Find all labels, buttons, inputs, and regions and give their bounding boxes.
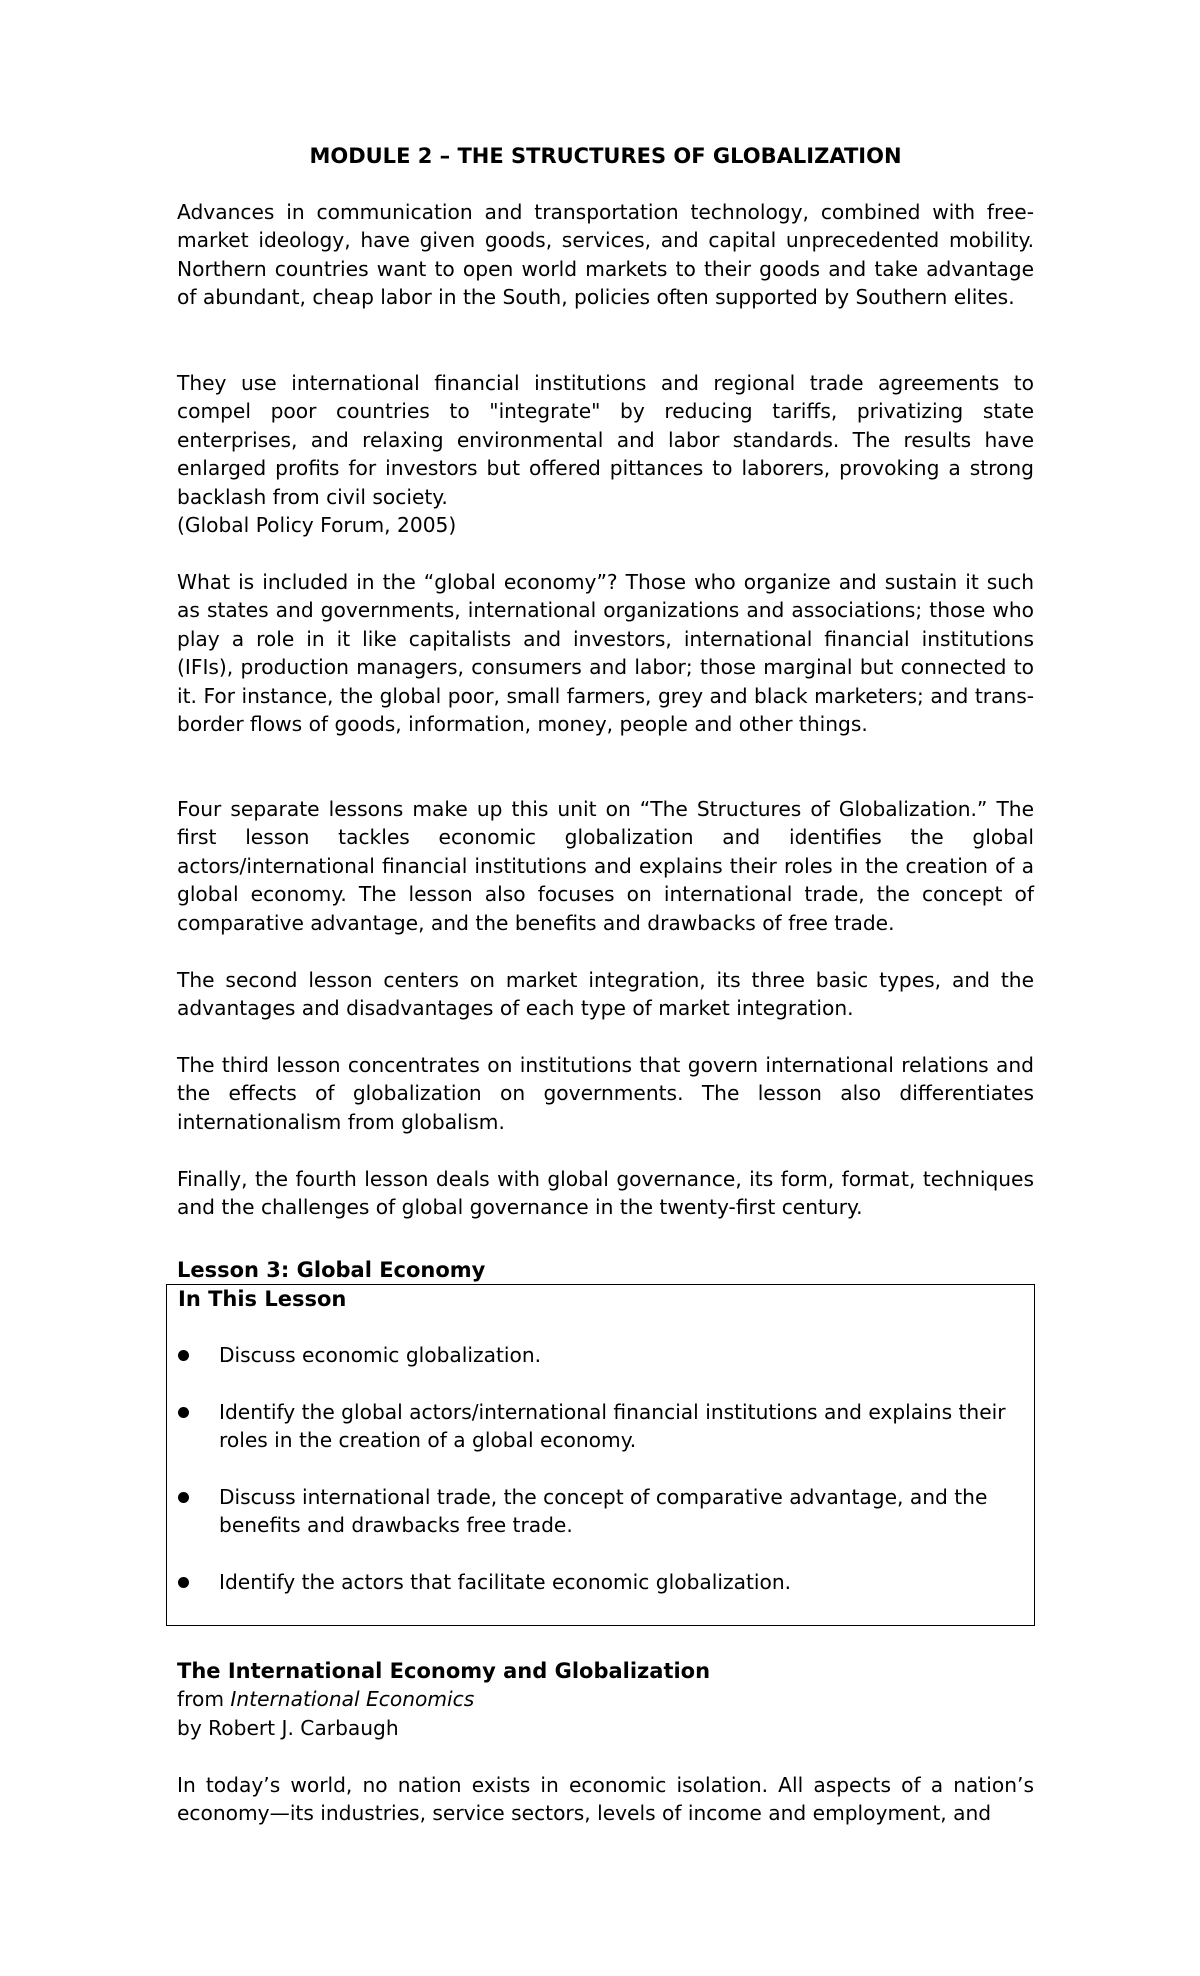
objectives-box-title: In This Lesson [178,1287,347,1311]
fourth-lesson-paragraph: Finally, the fourth lesson deals with global governance, its form, format, techniques and the challenges of global governance in the twenty-first century. [177,1167,1034,1220]
objective-item [178,1483,1023,1540]
reading-title: The International Economy and Globalization [177,1659,711,1683]
lessons-overview-paragraph: Four separate lessons make up this unit on “The Structures of Globalization.” The first lesson tackles economic globalization and identifies the global actors/international financial institutions and explains their roles in the creation of a global economy. The lesson also focuses on international trade, the concept of comparative advantage, and the benefits and drawbacks of free trade. [177,797,1034,935]
module-title: MODULE 2 – THE STRUCTURES OF GLOBALIZATION [309,144,902,168]
second-lesson-paragraph: The second lesson centers on market integration, its three basic types, and the advantages and disadvantages of each type of market integration. [177,968,1034,1021]
from-prefix: from [177,1687,231,1711]
intro-paragraph-2: They use international financial institutions and regional trade agreements to compel poor countries to "integrate" by reducing tariffs, privatizing state enterprises, and relaxing environmental and labor standards. The results have enlarged profits for investors but offered pittances to laborers, provoking a strong backlash from civil society. [177,371,1034,509]
source-title: International Economics [230,1687,475,1711]
objective-item [178,1568,1023,1596]
bullet-icon [178,1350,189,1361]
bullet-icon [178,1577,189,1588]
objective-item [178,1341,1023,1369]
lesson-objectives-box [166,1284,1035,1626]
objective-text: Discuss international trade, the concept of comparative advantage, and the benefits and drawbacks free trade. [219,1485,988,1538]
reading-source-line [177,1685,474,1713]
bullet-icon [178,1407,189,1418]
reading-opening-paragraph: In today’s world, no nation exists in economic isolation. All aspects of a nation’s economy—its industries, service sectors, levels of income and employment, and [177,1773,1034,1826]
objective-text: Discuss economic globalization. [219,1343,542,1367]
intro-paragraph-1: Advances in communication and transportation technology, combined with free-market ideology, have given goods, services, and capital unprecedented mobility. Northern countries want to open world markets to their goods and take advantage of abundant, cheap labor in the South, policies often supported by Southern elites. [177,200,1034,310]
lesson-heading: Lesson 3: Global Economy [177,1258,486,1282]
objective-text: Identify the global actors/international financial institutions and explains their roles in the creation of a global economy. [219,1400,1006,1453]
citation: (Global Policy Forum, 2005) [177,513,457,537]
objective-item [178,1398,1023,1455]
objective-text: Identify the actors that facilitate economic globalization. [219,1570,792,1594]
global-economy-paragraph: What is included in the “global economy”? Those who organize and sustain it such as states and governments, international organizations and associations; those who play a role in it like capitalists and investors, international financial institutions (IFIs), production managers, consumers and labor; those marginal but connected to it. For instance, the global poor, small farmers, grey and black marketers; and trans-border flows of goods, information, money, people and other things. [177,570,1034,737]
third-lesson-paragraph: The third lesson concentrates on institutions that govern international relations and the effects of globalization on governments. The lesson also differentiates internationalism from globalism. [177,1053,1034,1134]
reading-author: by Robert J. Carbaugh [177,1716,399,1740]
bullet-icon [178,1492,189,1503]
